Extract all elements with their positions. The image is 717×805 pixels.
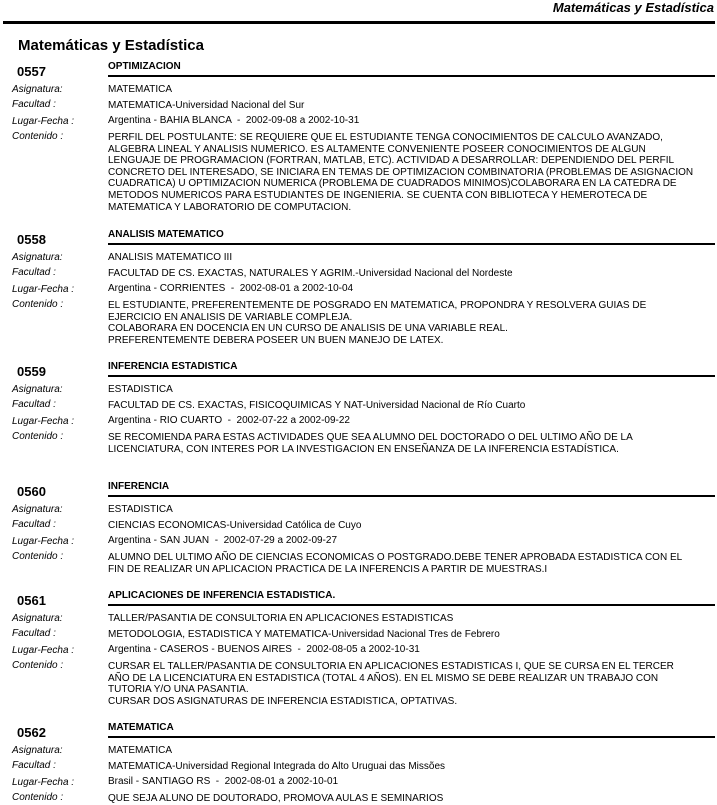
contenido-value: CURSAR EL TALLER/PASANTIA DE CONSULTORIA EN APLICACIONES ESTADISTICAS I, QUE SE CURSA EN EL TERCER AÑO DE LA LICENCIATURA EN ESTADISTICA (TOTAL 4 AÑOS). EN EL MISMO SE DEBE REALIZAR UN TRABAJO CON TUTORIA Y/O UNA PASANTIA. CURSAR DOS ASIGNATURAS DE INFERENCIA ESTADISTICA, OPTATIVAS. bbox=[108, 661, 674, 707]
facultad-value: METODOLOGIA, ESTADISTICA Y MATEMATICA-Universidad Nacional Tres de Febrero bbox=[108, 629, 500, 640]
facultad-value: FACULTAD DE CS. EXACTAS, FISICOQUIMICAS Y NAT-Universidad Nacional de Río Cuarto bbox=[108, 400, 526, 411]
entry-code: 0562 bbox=[17, 725, 46, 740]
lugar-fecha-label: Lugar-Fecha : bbox=[12, 536, 75, 547]
lugar-fecha-label: Lugar-Fecha : bbox=[12, 777, 75, 788]
contenido-label: Contenido : bbox=[12, 551, 64, 562]
lugar-fecha-label: Lugar-Fecha : bbox=[12, 284, 75, 295]
contenido-value: QUE SEJA ALUNO DE DOUTORADO, PROMOVA AULAS E SEMINARIOS bbox=[108, 793, 444, 804]
contenido-label: Contenido : bbox=[12, 431, 64, 442]
lugar-fecha-value: Argentina - CASEROS - BUENOS AIRES - 2002-08-05 a 2002-10-31 bbox=[108, 644, 420, 655]
facultad-value: FACULTAD DE CS. EXACTAS, NATURALES Y AGRIM.-Universidad Nacional del Nordeste bbox=[108, 268, 513, 279]
entry-rule bbox=[108, 75, 715, 77]
contenido-label: Contenido : bbox=[12, 299, 64, 310]
facultad-label: Facultad : bbox=[12, 399, 56, 410]
entry-rule bbox=[108, 736, 715, 738]
facultad-value: MATEMATICA-Universidad Nacional del Sur bbox=[108, 100, 305, 111]
facultad-value: CIENCIAS ECONOMICAS-Universidad Católica de Cuyo bbox=[108, 520, 362, 531]
facultad-label: Facultad : bbox=[12, 267, 56, 278]
asignatura-label: Asignatura: bbox=[12, 84, 63, 95]
facultad-label: Facultad : bbox=[12, 760, 56, 771]
facultad-label: Facultad : bbox=[12, 99, 56, 110]
facultad-label: Facultad : bbox=[12, 519, 56, 530]
asignatura-value: TALLER/PASANTIA DE CONSULTORIA EN APLICACIONES ESTADISTICAS bbox=[108, 613, 454, 624]
entry-code: 0561 bbox=[17, 593, 46, 608]
contenido-value: PERFIL DEL POSTULANTE: SE REQUIERE QUE EL ESTUDIANTE TENGA CONOCIMIENTOS DE CALCULO AVANZADO, ALGEBRA LINEAL Y ANALISIS NUMERICO. ES ALTAMENTE CONVENIENTE POSEER CONOCIMIENTOS DE ALGUN LENGUAJE DE PROGRAMACION (FORTRAN, MATLAB, ETC). ACTIVIDAD A DESARROLLAR: DEPENDIENDO DEL PERFIL CONCRETO DEL INTERESADO, SE INICIARA EN TEMAS DE OPTIMIZACION COMBINATORIA (PROBLEMAS DE ASIGNACION CUADRATICA) U OPTIMIZACION NUMERICA (PROBLEMA DE CUADRADOS MINIMOS)COLABORARA EN LA CATEDRA DE METODOS NUMERICOS PARA ESTUDIANTES DE INGENIERIA. SE CUENTA CON BIBLIOTECA Y HEMEROTECA DE MATEMATICA Y LABORATORIO DE COMPUTACION. bbox=[108, 132, 694, 213]
entry-code: 0557 bbox=[17, 64, 46, 79]
entry-title: OPTIMIZACION bbox=[108, 61, 181, 72]
entry-rule bbox=[108, 604, 715, 606]
asignatura-value: ANALISIS MATEMATICO III bbox=[108, 252, 233, 263]
asignatura-label: Asignatura: bbox=[12, 745, 63, 756]
entry-code: 0560 bbox=[17, 484, 46, 499]
lugar-fecha-value: Argentina - BAHIA BLANCA - 2002-09-08 a 2002-10-31 bbox=[108, 115, 360, 126]
entry-title: INFERENCIA bbox=[108, 481, 170, 492]
header-rule bbox=[3, 21, 715, 24]
entry-code: 0559 bbox=[17, 364, 46, 379]
asignatura-value: MATEMATICA bbox=[108, 84, 173, 95]
facultad-label: Facultad : bbox=[12, 628, 56, 639]
asignatura-label: Asignatura: bbox=[12, 252, 63, 263]
entry-rule bbox=[108, 495, 715, 497]
entry-rule bbox=[108, 243, 715, 245]
section-title: Matemáticas y Estadística bbox=[18, 37, 204, 54]
contenido-label: Contenido : bbox=[12, 792, 64, 803]
entry-title: ANALISIS MATEMATICO bbox=[108, 229, 224, 240]
facultad-value: MATEMATICA-Universidad Regional Integrada do Alto Uruguai das Missões bbox=[108, 761, 446, 772]
contenido-value: SE RECOMIENDA PARA ESTAS ACTIVIDADES QUE SEA ALUMNO DEL DOCTORADO O DEL ULTIMO AÑO DE LA LICENCIATURA, CON INTERES POR LA INVESTIGACION EN ENSEÑANZA DE LA INFERENCIA ESTADÍSTICA. bbox=[108, 432, 633, 455]
lugar-fecha-value: Argentina - RIO CUARTO - 2002-07-22 a 2002-09-22 bbox=[108, 415, 350, 426]
asignatura-value: MATEMATICA bbox=[108, 745, 173, 756]
asignatura-label: Asignatura: bbox=[12, 613, 63, 624]
entry-title: APLICACIONES DE INFERENCIA ESTADISTICA. bbox=[108, 590, 336, 601]
entry-code: 0558 bbox=[17, 232, 46, 247]
running-header-title: Matemáticas y Estadística bbox=[552, 0, 714, 15]
asignatura-label: Asignatura: bbox=[12, 504, 63, 515]
lugar-fecha-label: Lugar-Fecha : bbox=[12, 416, 75, 427]
asignatura-value: ESTADISTICA bbox=[108, 384, 173, 395]
entry-title: MATEMATICA bbox=[108, 722, 174, 733]
contenido-label: Contenido : bbox=[12, 660, 64, 671]
lugar-fecha-value: Argentina - CORRIENTES - 2002-08-01 a 2002-10-04 bbox=[108, 283, 354, 294]
lugar-fecha-value: Brasil - SANTIAGO RS - 2002-08-01 a 2002-10-01 bbox=[108, 776, 339, 787]
contenido-value: ALUMNO DEL ULTIMO AÑO DE CIENCIAS ECONOMICAS O POSTGRADO.DEBE TENER APROBADA ESTADISTICA CON EL FIN DE REALIZAR UN APLICACION PRACTICA DE LA INFERENCIS A PARTIR DE MUESTRAS.I bbox=[108, 552, 683, 575]
lugar-fecha-label: Lugar-Fecha : bbox=[12, 116, 75, 127]
entry-title: INFERENCIA ESTADISTICA bbox=[108, 361, 238, 372]
asignatura-value: ESTADISTICA bbox=[108, 504, 173, 515]
lugar-fecha-value: Argentina - SAN JUAN - 2002-07-29 a 2002-09-27 bbox=[108, 535, 338, 546]
lugar-fecha-label: Lugar-Fecha : bbox=[12, 645, 75, 656]
asignatura-label: Asignatura: bbox=[12, 384, 63, 395]
entry-rule bbox=[108, 375, 715, 377]
contenido-label: Contenido : bbox=[12, 131, 64, 142]
contenido-value: EL ESTUDIANTE, PREFERENTEMENTE DE POSGRADO EN MATEMATICA, PROPONDRA Y RESOLVERA GUIAS DE EJERCICIO EN ANALISIS DE VARIABLE COMPLEJA. COLABORARA EN DOCENCIA EN UN CURSO DE ANALISIS DE UNA VARIABLE REAL. PREFERENTEMENTE DEBERA POSEER UN BUEN MANEJO DE LATEX. bbox=[108, 300, 647, 346]
